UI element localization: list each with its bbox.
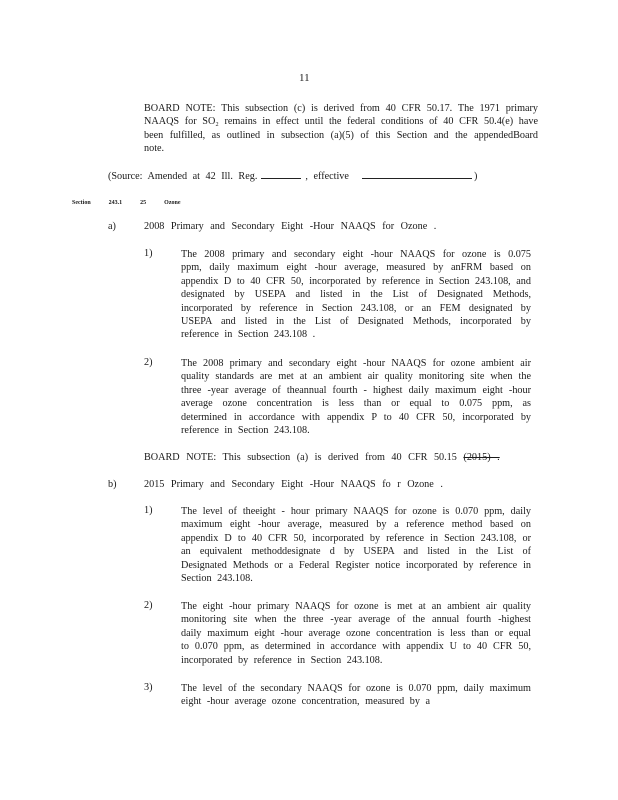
source-suffix: ) bbox=[474, 171, 478, 182]
subsection-a-label: a) bbox=[108, 221, 116, 232]
item-a1-label: 1) bbox=[144, 248, 153, 259]
subsection-b-label: b) bbox=[108, 479, 117, 490]
item-b2-text: The eight -hour primary NAAQS for ozone is met at an ambient air quality monitoring site when the three -year average of the annual fourth -highest daily maximum eight -hour average ozone concentration is less than or equal to 0.070 ppm, as determined in accordance with appendix U to 40 CFR 50, incorporated by reference in Section 243.108. bbox=[181, 601, 531, 666]
item-a2-label: 2) bbox=[144, 357, 153, 368]
board-note-a-text: BOARD NOTE: This subsection (a) is derived from 40 CFR 50.15 bbox=[144, 452, 457, 463]
board-note-subsection-c: BOARD NOTE: This subsection (c) is derived from 40 CFR 50.17. The 1971 primary NAAQS for SO₂ remains in effect until the federal conditions of 40 CFR 50.4(e) have been fulfilled, as outlined in subsection (a)(5) of this Section and the appendedBoard note. bbox=[144, 103, 538, 155]
effective-date-blank bbox=[362, 169, 472, 179]
source-mid: , effective bbox=[305, 171, 349, 182]
item-b2-label: 2) bbox=[144, 600, 153, 611]
section-number: 243.1 bbox=[108, 200, 123, 206]
item-a1-text: The 2008 primary and secondary eight -hour NAAQS for ozone is 0.075 ppm, daily maximum eight -hour average, measured by anFRM based on appendix D to 40 CFR 50, incorporated by reference in Section 243.108, and designated by USEPA and listed in the List of Designated Methods, incorporated by reference in Section 243.108, or an FEM designated by USEPA and listed in the List of Designated Methods, incorporated by reference in Section 243.108 . bbox=[181, 249, 531, 341]
item-b1-text: The level of theeight - hour primary NAAQS for ozone is 0.070 ppm, daily maximum eight -hour average, measured by a reference method based on appendix D to 40 CFR 50, incorporated by reference in Section 243.108, or an equivalent methoddesignate d by USEPA and listed in the List of Designated Methods or a Federal Register notice incorporated by reference in Section 243.108. bbox=[181, 506, 531, 585]
item-b1-label: 1) bbox=[144, 505, 153, 516]
item-a2-text: The 2008 primary and secondary eight -hour NAAQS for ozone ambient air quality standards are met at an ambient air quality monitoring site when the three -year average of theannual fourth - highest daily maximum eight -hour average ozone concentration is less than or equal to 0.075 ppm, as determined in accordance with appendix P to 40 CFR 50, incorporated by reference in Section 243.108. bbox=[181, 358, 531, 437]
section-label: Section bbox=[72, 200, 91, 206]
item-b3-label: 3) bbox=[144, 682, 153, 693]
subsection-b-heading: 2015 Primary and Secondary Eight -Hour NAAQS fo r Ozone . bbox=[144, 479, 443, 490]
section-title: Ozone bbox=[164, 200, 181, 206]
subsection-a-heading: 2008 Primary and Secondary Eight -Hour NAAQS for Ozone . bbox=[144, 221, 437, 232]
reg-page-blank bbox=[261, 169, 301, 179]
board-note-subsection-a bbox=[144, 452, 500, 463]
item-b3-text: The level of the secondary NAAQS for ozone is 0.070 ppm, daily maximum eight -hour average ozone concentration, measured by a bbox=[181, 683, 531, 708]
section-heading bbox=[72, 197, 199, 210]
board-note-a-struck: (2015) . bbox=[463, 452, 500, 463]
section-subnumber: 25 bbox=[140, 200, 147, 206]
page-number: 11 bbox=[299, 72, 310, 84]
source-prefix: (Source: Amended at 42 Ill. Reg. bbox=[108, 171, 258, 182]
source-note bbox=[108, 169, 548, 183]
